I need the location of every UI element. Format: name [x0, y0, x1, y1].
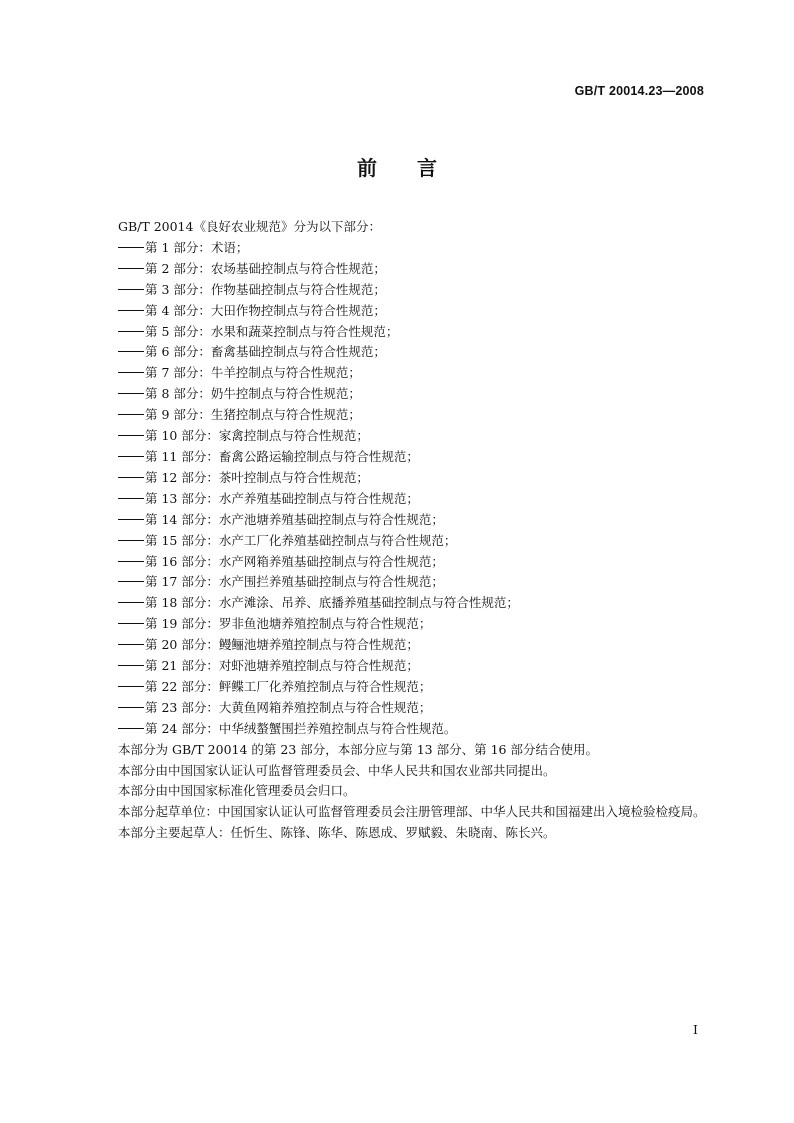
list-item: [90, 677, 706, 698]
list-item-text: 第 19 部分：罗非鱼池塘养殖控制点与符合性规范；: [145, 616, 432, 632]
em-dash-mark: [118, 644, 144, 645]
list-item: [90, 259, 706, 280]
list-item: [90, 510, 706, 531]
paragraph-drafters: 本部分主要起草人：任忻生、陈锋、陈华、陈恩成、罗赋毅、朱晓南、陈长兴。: [118, 825, 556, 841]
list-item: [90, 656, 706, 677]
list-item-text: 第 1 部分：术语；: [145, 239, 249, 255]
list-item: [90, 405, 706, 426]
paragraph-drafting-units: 本部分起草单位：中国国家认证认可监督管理委员会注册管理部、中华人民共和国福建出入境检验检疫局。: [118, 804, 706, 820]
list-item-text: 第 22 部分：鲆鲽工厂化养殖控制点与符合性规范；: [145, 678, 432, 694]
em-dash-mark: [118, 623, 144, 624]
list-item: [90, 719, 706, 740]
paragraph-centralized-by: 本部分由中国国家标准化管理委员会归口。: [118, 783, 356, 799]
list-item-text: 第 21 部分：对虾池塘养殖控制点与符合性规范；: [145, 658, 419, 674]
list-item-text: 第 11 部分：畜禽公路运输控制点与符合性规范；: [145, 448, 419, 464]
list-item: [90, 426, 706, 447]
list-item: [90, 489, 706, 510]
em-dash-mark: [118, 665, 144, 666]
em-dash-mark: [118, 519, 144, 520]
em-dash-mark: [118, 435, 144, 436]
list-item-text: 第 10 部分：家禽控制点与符合性规范；: [145, 428, 369, 444]
list-item: [90, 322, 706, 343]
paragraph-part-relation: 本部分为 GB/T 20014 的第 23 部分，本部分应与第 13 部分、第 16 部分结合使用。: [118, 741, 598, 757]
list-item: [90, 447, 706, 468]
list-item: [90, 614, 706, 635]
em-dash-mark: [118, 686, 144, 687]
list-item-text: 第 4 部分：大田作物控制点与符合性规范；: [145, 302, 386, 318]
em-dash-mark: [118, 498, 144, 499]
list-item-text: 第 5 部分：水果和蔬菜控制点与符合性规范；: [145, 323, 399, 339]
page-number: I: [693, 1022, 698, 1037]
list-item-text: 第 9 部分：生猪控制点与符合性规范；: [145, 407, 361, 423]
list-item-text: 第 14 部分：水产池塘养殖基础控制点与符合性规范；: [145, 511, 444, 527]
parts-list: [90, 238, 706, 740]
list-item: [90, 552, 706, 573]
list-item-text: 第 6 部分：畜禽基础控制点与符合性规范；: [145, 344, 386, 360]
standard-code: GB/T 20014.23—2008: [574, 84, 704, 98]
em-dash-mark: [118, 247, 144, 248]
list-item: [90, 698, 706, 719]
list-item-text: 第 24 部分：中华绒螯蟹围拦养殖控制点与符合性规范。: [145, 720, 457, 736]
list-item: [90, 363, 706, 384]
em-dash-mark: [118, 477, 144, 478]
list-item: [90, 342, 706, 363]
em-dash-mark: [118, 372, 144, 373]
list-item-text: 第 16 部分：水产网箱养殖基础控制点与符合性规范；: [145, 553, 444, 569]
foreword-body: [90, 217, 706, 844]
list-item-text: 第 13 部分：水产养殖基础控制点与符合性规范；: [145, 490, 419, 506]
list-item: [90, 280, 706, 301]
em-dash-mark: [118, 707, 144, 708]
em-dash-mark: [118, 581, 144, 582]
em-dash-mark: [118, 331, 144, 332]
list-item-text: 第 18 部分：水产滩涂、吊养、底播养殖基础控制点与符合性规范；: [145, 595, 519, 611]
list-item-text: 第 15 部分：水产工厂化养殖基础控制点与符合性规范；: [145, 532, 457, 548]
list-item: [90, 572, 706, 593]
list-item-text: 第 12 部分：茶叶控制点与符合性规范；: [145, 469, 369, 485]
list-item: [90, 468, 706, 489]
list-item: [90, 531, 706, 552]
list-item: [90, 635, 706, 656]
list-item-text: 第 20 部分：鳗鲡池塘养殖控制点与符合性规范；: [145, 637, 419, 653]
page-title: 前言: [357, 156, 477, 180]
list-item: [90, 384, 706, 405]
em-dash-mark: [118, 268, 144, 269]
paragraph-proposer: 本部分由中国国家认证认可监督管理委员会、中华人民共和国农业部共同提出。: [118, 762, 556, 778]
em-dash-mark: [118, 289, 144, 290]
list-item: [90, 238, 706, 259]
list-item-text: 第 7 部分：牛羊控制点与符合性规范；: [145, 365, 361, 381]
list-item: [90, 593, 706, 614]
em-dash-mark: [118, 540, 144, 541]
em-dash-mark: [118, 414, 144, 415]
em-dash-mark: [118, 728, 144, 729]
em-dash-mark: [118, 602, 144, 603]
intro-line: GB/T 20014《良好农业规范》分为以下部分：: [118, 219, 381, 234]
list-item-text: 第 2 部分：农场基础控制点与符合性规范；: [145, 260, 386, 276]
list-item-text: 第 17 部分：水产围拦养殖基础控制点与符合性规范；: [145, 574, 444, 590]
em-dash-mark: [118, 561, 144, 562]
em-dash-mark: [118, 310, 144, 311]
list-item: [90, 301, 706, 322]
list-item-text: 第 8 部分：奶牛控制点与符合性规范；: [145, 386, 361, 402]
em-dash-mark: [118, 351, 144, 352]
list-item-text: 第 23 部分：大黄鱼网箱养殖控制点与符合性规范；: [145, 699, 432, 715]
em-dash-mark: [118, 393, 144, 394]
list-item-text: 第 3 部分：作物基础控制点与符合性规范；: [145, 281, 386, 297]
em-dash-mark: [118, 456, 144, 457]
